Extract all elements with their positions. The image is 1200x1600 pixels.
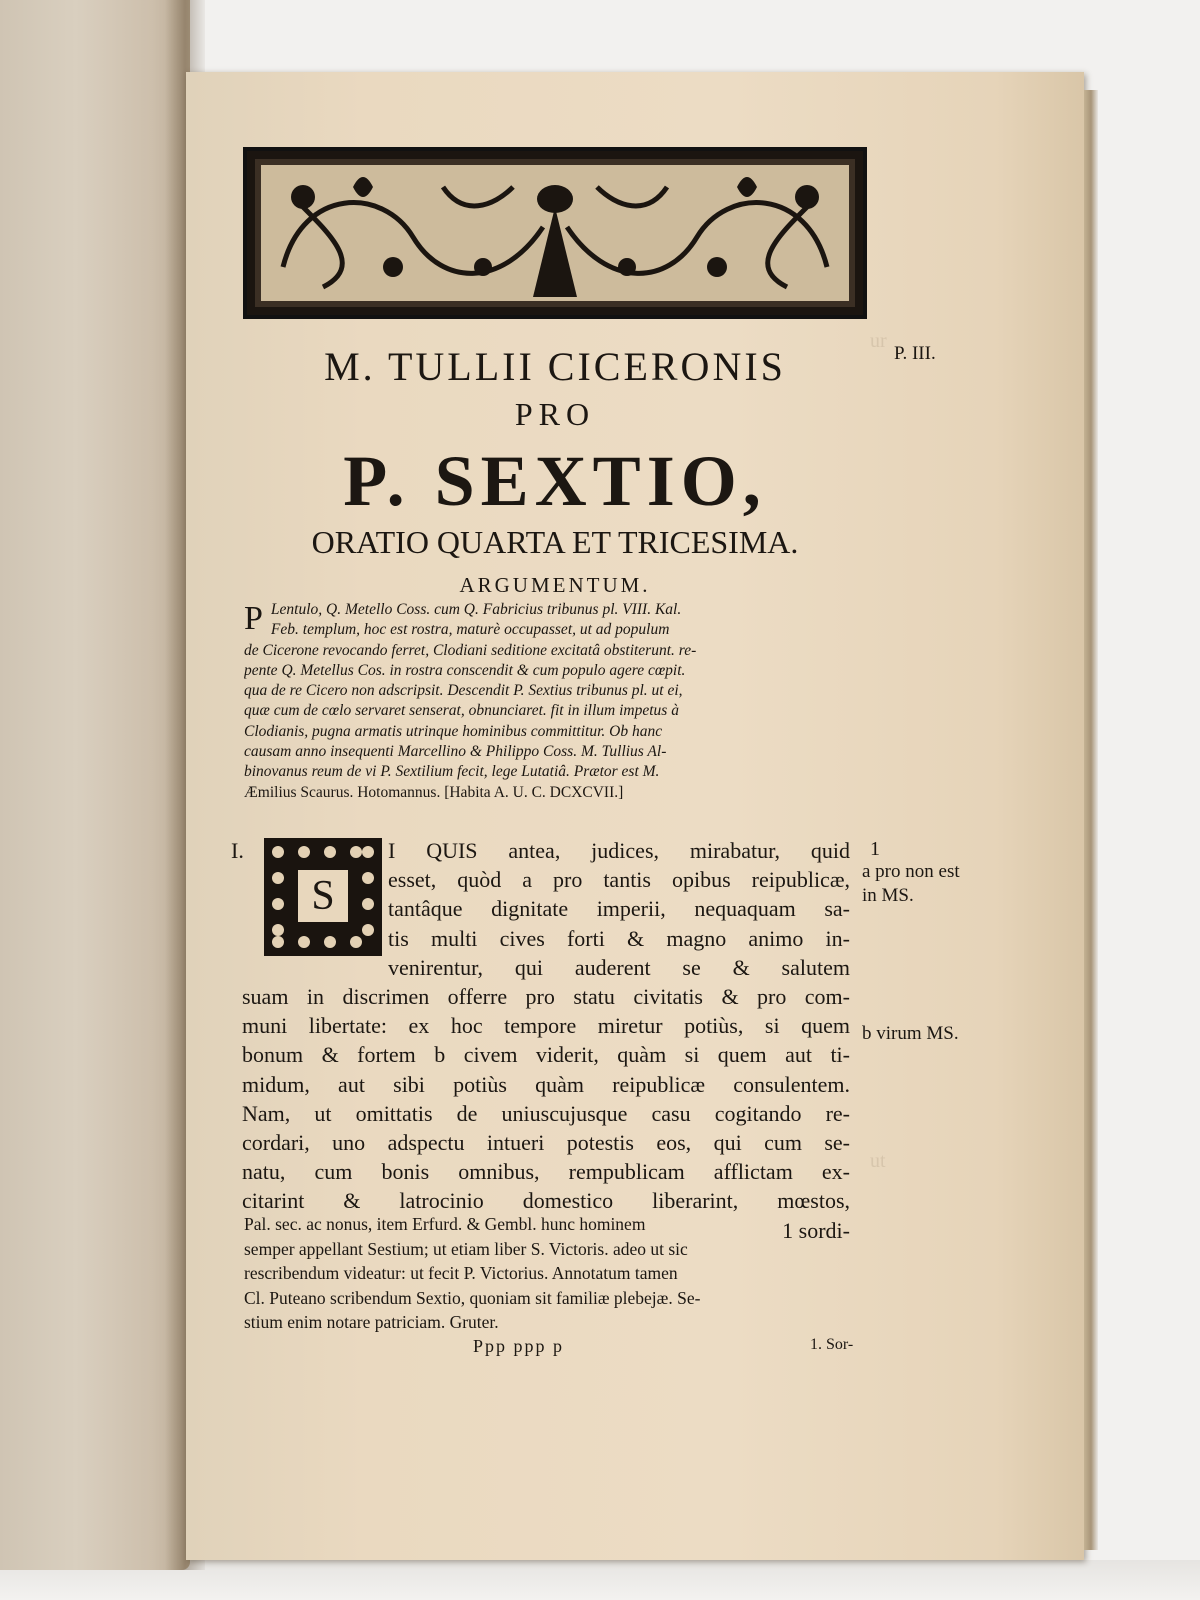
printer-signature: Ppp ppp p xyxy=(473,1336,565,1356)
argument-initial: P xyxy=(244,600,263,637)
ornamental-headpiece xyxy=(243,147,867,319)
footnote-line: Pal. sec. ac nonus, item Erfurd. & Gembl. hunc hominem xyxy=(244,1214,646,1234)
body-line: tis multi cives forti & magno animo in- xyxy=(388,925,850,951)
body-line: esset, quòd a pro tantis opibus reipublicæ, xyxy=(388,867,850,893)
argument-line: Æmilius Scaurus. Hotomannus. [Habita A. U. C. DCXCVII.] xyxy=(244,783,624,801)
page-edge xyxy=(1084,90,1098,1550)
body-line: midum, aut sibi potiùs quàm reipublicæ consulentem. xyxy=(242,1071,850,1097)
title-pro: PRO xyxy=(514,396,596,432)
argument-line: de Cicerone revocando ferret, Clodiani seditione excitatâ obstiterunt. re- xyxy=(244,641,697,659)
argument-line: causam anno insequenti Marcellino & Philippo Coss. M. Tullius Al- xyxy=(244,743,667,761)
body-line: muni libertate: ex hoc tempore miretur potiùs, si quem xyxy=(242,1013,850,1039)
body-line: venirentur, qui auderent se & salutem xyxy=(388,954,850,980)
body-line: bonum & fortem b civem viderit, quàm si quem aut ti- xyxy=(242,1042,850,1068)
body-line: I QUIS antea, judices, mirabatur, quid xyxy=(388,838,850,863)
title-main: P. SEXTIO, xyxy=(343,441,767,521)
argument-line: binovanus reum de vi P. Sextilium fecit, lege Lutatiâ. Prætor est M. xyxy=(244,763,660,781)
footnote-line: Cl. Puteano scribendum Sextio, quoniam sit familiæ plebejæ. Se- xyxy=(244,1287,701,1308)
argument-line: Lentulo, Q. Metello Coss. cum Q. Fabricius tribunus pl. VIII. Kal. xyxy=(270,601,682,618)
argument-heading: ARGUMENTUM. xyxy=(459,573,651,597)
title-subtitle: ORATIO QUARTA ET TRICESIMA. xyxy=(311,524,799,560)
footnote-line: rescribendum videatur: ut fecit P. Victorius. Annotatum tamen xyxy=(244,1263,678,1284)
margin-note-label: b virum MS. xyxy=(862,1023,959,1044)
argument-line: pente Q. Metellus Cos. in rostra conscendit & cum populo agere cœpit. xyxy=(244,661,686,679)
oration-body xyxy=(242,836,850,1245)
body-line: cordari, uno adspectu intueri potestis eos, qui cum se- xyxy=(242,1130,850,1156)
body-line: 1 sordi- xyxy=(782,1217,850,1243)
margin-note-text: a pro non est in MS. xyxy=(862,861,960,906)
margin-page-reference: P. III. xyxy=(894,343,936,364)
drop-initial-letter: S xyxy=(298,870,348,922)
footnote xyxy=(244,1212,854,1335)
argument-line: quæ cum de cœlo servaret senserat, obnunciaret. fit in illum impetus à xyxy=(244,702,679,720)
body-line: natu, cum bonis omnibus, rempublicam afflictam ex- xyxy=(242,1159,850,1185)
argument-line: Feb. templum, hoc est rostra, maturè occupasset, ut ad populum xyxy=(270,621,670,639)
catchword: 1. Sor- xyxy=(810,1336,854,1353)
argument-line: Clodianis, pugna armatis utrinque hominibus committitur. Ob hanc xyxy=(244,722,663,740)
footnote-line: stium enim notare patriciam. Gruter. xyxy=(244,1312,499,1333)
chapter-number: I. xyxy=(231,838,244,863)
argument-line: qua de re Cicero non adscripsit. Descendit P. Sextius tribunus pl. ut ei, xyxy=(244,682,683,700)
body-line: citarint & latrocinio domestico liberarint, mœstos, xyxy=(242,1188,850,1214)
show-through: ur xyxy=(870,330,887,352)
left-page xyxy=(0,0,190,1570)
body-line: Nam, ut omittatis de uniuscujusque casu cogitando re- xyxy=(242,1100,850,1126)
show-through: ut xyxy=(870,1150,886,1172)
footnote-line: semper appellant Sestium; ut etiam liber S. Victoris. adeo ut sic xyxy=(244,1238,688,1259)
title-author: M. TULLII CICERONIS xyxy=(324,344,786,389)
margin-note-label: 1 xyxy=(870,838,880,860)
body-line: suam in discrimen offerre pro statu civitatis & pro com- xyxy=(242,984,850,1010)
argument-paragraph xyxy=(244,600,862,803)
body-line: tantâque dignitate imperii, nequaquam sa- xyxy=(388,896,850,922)
